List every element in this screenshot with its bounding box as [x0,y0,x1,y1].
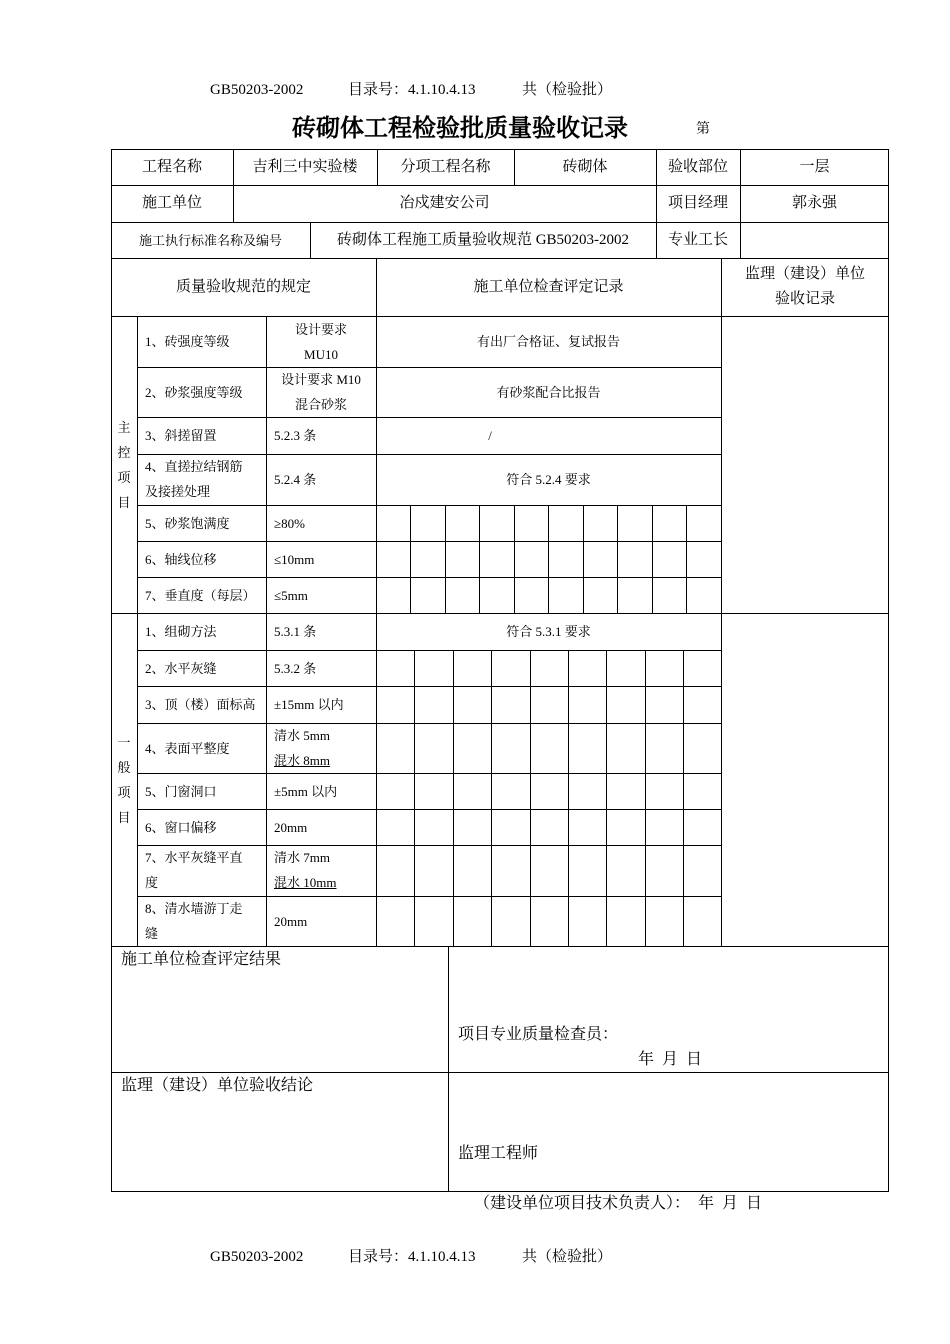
main-item-name: 5、砂浆饱满度 [145,515,230,531]
main-item-req: ≤10mm [274,551,315,567]
project-name-label: 工程名称 [141,158,202,175]
standard-label: 施工执行标准名称及编号 [138,232,282,248]
main-item-req [266,367,376,417]
general-item-req-line1: 清水 7mm [274,850,330,865]
foreman-value [740,222,889,258]
bottom-vline [448,946,449,1192]
general-item-req: ±15mm 以内 [274,697,344,712]
owner-tech-lead-text: （建设单位项目技术负责人）： [474,1195,691,1212]
main-grid-vline [583,505,584,613]
main-grid-vline [445,505,446,613]
main-item-name [137,454,266,505]
main-item-req: 5.2.4 条 [274,472,317,487]
main-item-req-line1: 设计要求 [294,321,347,337]
general-item-name [137,845,266,896]
header-code: GB50203-2002 [210,82,304,98]
main-group-char: 项 [117,469,131,485]
main-group-label [111,316,137,613]
supervision-column-header [721,258,889,316]
bottom-header [210,1245,612,1266]
general-item-req: ±5mm 以内 [274,783,338,799]
record-column-header: 施工单位检查评定记录 [473,278,624,295]
general-item-name: 1、组砌方法 [145,624,217,639]
general-item-req-line1: 清水 5mm [274,728,330,743]
contractor-value: 冶戍建安公司 [399,195,490,211]
bottom-header-catalog: 目录号：4.1.10.4.13 [348,1249,476,1265]
general-item-name-line1: 7、水平灰缝平直 [145,850,243,865]
general-group-char: 般 [117,759,131,775]
supervision-result-label: 监理（建设）单位验收结论 [121,1077,314,1094]
main-grid-vline [548,505,549,613]
general-item-name: 5、门窗洞口 [145,783,217,799]
contractor-result-label: 施工单位检查评定结果 [121,951,282,968]
contractor-result-date: 年 月 日 [638,1051,703,1068]
inspector-label: 项目专业质量检查员： [458,1026,619,1043]
main-item-record: 符合 5.2.4 要求 [506,472,591,487]
main-item-name-line1: 4、直搓拉结钢筋 [145,459,243,474]
main-item-record: 有出厂合格证、复试报告 [476,334,620,349]
contractor-label: 施工单位 [141,195,202,211]
main-item-name: 1、砖强度等级 [145,334,230,349]
general-grid-vline [491,650,492,946]
main-group-char: 目 [117,494,131,510]
standard-value: 砖砌体工程施工质量验收规范 GB50203-2002 [336,231,630,248]
main-grid-vline [410,505,411,613]
general-grid-vline [414,650,415,946]
general-item-req [266,723,376,773]
bottom-header-code: GB50203-2002 [210,1249,304,1265]
main-item-name-line2: 及接搓处理 [145,484,211,499]
main-item-req-line2: MU10 [304,346,338,362]
main-item-req-line1: 设计要求 M10 [281,372,361,387]
general-grid-vline [683,650,684,946]
main-grid-vline [617,505,618,613]
general-item-name: 3、顶（楼）面标高 [145,697,256,712]
general-item-name: 2、水平灰缝 [145,660,217,676]
general-group-char: 项 [117,784,131,800]
main-item-name: 6、轴线位移 [145,551,217,567]
main-grid-vline [686,505,687,613]
bottom-header-total: 共（检验批） [522,1249,613,1265]
main-group-char: 控 [117,444,131,460]
general-grid-vline [530,650,531,946]
spec-column-header: 质量验收规范的规定 [175,278,311,295]
inspection-form [111,149,889,1212]
part-value: 一层 [799,158,830,175]
main-item-name: 2、砂浆强度等级 [145,384,243,400]
subitem-value: 砖砌体 [562,158,608,175]
page-title: 砖砌体工程检验批质量验收记录 [292,114,628,142]
supervision-result-date: 年 月 日 [698,1195,763,1212]
main-item-record: / [488,428,492,443]
main-item-req [266,316,376,367]
general-item-req: 20mm [274,913,308,929]
part-label: 验收部位 [667,158,728,175]
main-item-name: 3、斜搓留置 [145,428,217,443]
header-total: 共（检验批） [522,82,613,98]
main-grid-vline [514,505,515,613]
main-item-req: ≥80% [274,515,305,531]
general-item-req [266,845,376,896]
main-grid-vline [652,505,653,613]
general-grid-vline [645,650,646,946]
subitem-label: 分项工程名称 [400,158,491,175]
general-group-label [111,613,137,946]
supervision-engineer-label: 监理工程师 [458,1145,539,1162]
general-group-char: 一 [117,734,131,750]
main-item-record: 有砂浆配合比报告 [496,384,601,400]
supervision-header-line2: 验收记录 [774,291,835,307]
general-item-req: 5.3.1 条 [274,624,317,639]
main-item-req-line2: 混合砂浆 [294,397,347,412]
general-item-name-line1: 8、清水墙游丁走 [145,901,243,916]
supervision-date-gap [690,1195,698,1212]
general-item-req-line2: 混水 8mm [274,753,330,768]
general-item-req-line2: 混水 10mm [274,875,337,890]
general-group-char: 目 [117,809,131,825]
general-grid-vline [453,650,454,946]
general-item-name-line2: 缝 [145,926,159,941]
general-item-name: 6、窗口偏移 [145,819,217,835]
owner-tech-lead-label [458,1166,762,1241]
general-item-name: 4、表面平整度 [145,740,230,756]
general-grid-vline [568,650,569,946]
main-group-char: 主 [117,419,131,435]
manager-label: 项目经理 [667,195,728,211]
supervision-header-line1: 监理（建设）单位 [744,266,865,282]
main-item-req: ≤5mm [274,587,308,603]
top-header [210,78,612,99]
general-item-name-line2: 度 [145,875,159,890]
header-catalog: 目录号：4.1.10.4.13 [348,82,476,98]
general-item-req: 5.3.2 条 [274,660,317,676]
general-item-name [137,896,266,946]
col-vline-supervision [721,258,722,946]
foreman-label: 专业工长 [667,231,728,248]
general-item-req: 20mm [274,819,308,835]
manager-value: 郭永强 [791,195,837,211]
main-grid-vline [479,505,480,613]
main-item-req: 5.2.3 条 [274,428,317,443]
project-name-value: 吉利三中实验楼 [252,158,358,175]
main-item-name: 7、垂直度（每层） [145,587,256,603]
general-item-record: 符合 5.3.1 要求 [506,624,591,639]
page-label: 第 [696,122,710,137]
general-grid-vline [606,650,607,946]
